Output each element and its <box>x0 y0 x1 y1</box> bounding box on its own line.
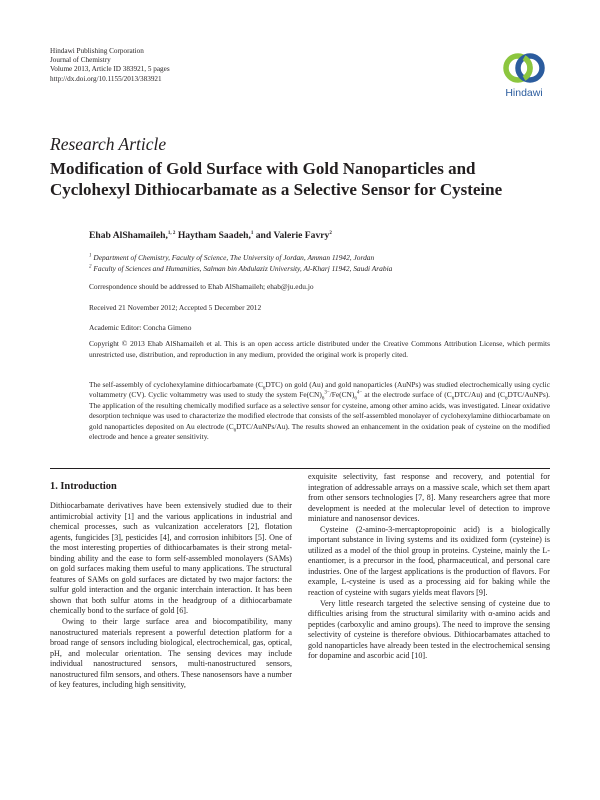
article-type: Research Article <box>50 134 167 154</box>
correspondence: Correspondence should be addressed to Ehab AlShamaileh; ehab@ju.edu.jo <box>89 282 314 291</box>
author-3-affiliation: 2 <box>329 230 332 236</box>
doi-link[interactable]: http://dx.doi.org/10.1155/2013/383921 <box>50 74 162 83</box>
title-line-2: Cyclohexyl Dithiocarbamate as a Selective Sensor for Cysteine <box>50 180 503 199</box>
affiliation-1-text: Department of Chemistry, Faculty of Science, The University of Jordan, Amman 11942, Jordan <box>93 253 375 262</box>
affiliation-1-number: 1 <box>89 253 92 259</box>
subscript: 6 <box>505 396 508 402</box>
subscript: 6 <box>233 428 237 434</box>
abstract-text: DTC) on gold (Au) and gold nanoparticles (AuNPs) was studied electrochemically using cyclic voltammetry (CV). Cyclic voltammetry was used to study the system Fe(CN) <box>89 380 550 400</box>
subscript: 6 <box>354 396 357 402</box>
paragraph: Very little research targeted the selective sensing of cysteine due to difficulties arising from the structural similarity with α-amino acids and peptides (carboxylic and amino groups). The need to improve the sensing selectivity of cysteine is therefore obvious. Dithiocarbamates attached to gold nanoparticles have already been tested in the electrochemical sensing for dopamine and ascorbic acid [10]. <box>308 598 550 661</box>
author-1-affiliation: 1, 2 <box>167 230 176 236</box>
received-dates: Received 21 November 2012; Accepted 5 December 2012 <box>89 303 262 312</box>
abstract-text: DTC/AuNPs). The application of the resulting chemically modified surface as a selective sensor for cysteine, among other amino acids, was investigated. Linear oxidative desorption technique was used to characterize the modified electrode that consists of the self-assembled monolayer of cyclohexylamine dithiocarbamate on gold nanoparticles deposited on Au electrode (C <box>89 390 550 431</box>
journal-header <box>50 47 350 84</box>
body-column-right <box>308 472 550 662</box>
academic-editor: Academic Editor: Concha Gimeno <box>89 323 192 332</box>
paragraph: exquisite selectivity, fast response and recovery, and potential for integration of addressable arrays on a massive scale, which set them apart from other sensors technologies [7, 8]. Many researchers agree that more development is needed at the molecular level of detection to improve miniature and nanosensor devices. <box>308 472 550 524</box>
subscript: 6 <box>262 386 266 392</box>
subscript: 6 <box>321 396 325 402</box>
divider-rule <box>50 468 550 469</box>
affiliations <box>89 252 392 274</box>
affiliation-2-number: 2 <box>89 264 92 270</box>
abstract-text: The self-assembly of cyclohexylamine dithiocarbamate (C <box>89 380 263 389</box>
abstract-text: DTC/AuNPs/Au). The results showed an enhancement in the oxidation peak of cysteine on the modified electrode and hence a greater sensitivity. <box>89 421 550 442</box>
author-1: Ehab AlShamaileh, <box>89 230 168 241</box>
hindawi-logo <box>494 48 554 104</box>
volume-info: Volume 2013, Article ID 383921, 5 pages <box>50 65 170 74</box>
author-2-affiliation: 1 <box>250 230 254 236</box>
abstract-text: DTC/Au) and (C <box>454 390 505 400</box>
hindawi-logo-text: Hindawi <box>505 87 543 99</box>
superscript: 4− <box>356 390 363 396</box>
paragraph: Cysteine (2-amino-3-mercaptopropoinic acid) is a biologically important substance in living systems and its oxidized form (cysteine) is utilized as a model of the thiol group in proteins. Cysteine, mainly the L-enantiomer, is a precursor in the food, pharmaceutical, and personal care industries. One of the largest applications is the production of flavors. For example, L-cysteine is used as a processing aid for baking while the reaction of cysteine with sugars yields meat flavors [9]. <box>308 524 550 598</box>
author-list <box>89 230 332 241</box>
section-heading-introduction: 1. Introduction <box>50 481 117 492</box>
title-line-1: Modification of Gold Surface with Gold Nanoparticles and <box>50 159 476 178</box>
abstract-text: at the electrode surface of (C <box>362 390 452 400</box>
affiliation-1 <box>89 252 392 263</box>
journal-name: Journal of Chemistry <box>50 56 111 65</box>
abstract <box>89 380 550 442</box>
abstract-text: /Fe(CN) <box>329 390 355 400</box>
copyright-notice: Copyright © 2013 Ehab AlShamaileh et al. This is an open access article distributed under the Creative Commons Attribution License, which permits unrestricted use, distribution, and reproduction in any medium, provided the original work is properly cited. <box>89 339 550 359</box>
author-2: Haytham Saadeh, <box>175 230 251 241</box>
subscript: 6 <box>451 396 455 402</box>
paragraph: Dithiocarbamate derivatives have been extensively studied due to their antimicrobial activity [1] and the various applications in industrial and chemical processes, such as vulcanization accelerators [2], flotation agents, fungicides [3], pesticides [4], and corrosion inhibitors [5]. One of the most interesting properties of dithiocarbamates is their strong metal-binding ability and the ease to form self-assembled monolayers (SAMs) on gold surfaces making them useful to many applications. The structural features of SAMs on gold surfaces are dictated by two major factors: the sulfur gold interaction and the organic interchain interaction. It has been shown that both sulfur atoms in the headgroup of a dithiocarbamate chemically bond to the surface of gold [6]. <box>50 501 292 616</box>
affiliation-2-text: Faculty of Sciences and Humanities, Salman bin Abdulaziz University, Al-Kharj 11942, Saudi Arabia <box>93 264 393 273</box>
author-3: and Valerie Favry <box>253 230 330 241</box>
article-title <box>50 158 570 200</box>
affiliation-2 <box>89 263 392 274</box>
hindawi-logo-icon <box>502 48 546 88</box>
paragraph: Owing to their large surface area and biocompatibility, many nanostructured materials represent a powerful detection platform for a broad range of sensors including biological, electrochemical, gas, optical, pH, and molecular orientation. The sensing devices may include individual nanostructured sensors, multi-nanostructured sensors, nanostructured film sensors, and others. These nanosensors have a number of key features, including high sensitivity, <box>50 617 292 690</box>
publisher-line: Hindawi Publishing Corporation <box>50 47 144 55</box>
body-column-left <box>50 501 292 691</box>
superscript: 3− <box>324 390 330 396</box>
